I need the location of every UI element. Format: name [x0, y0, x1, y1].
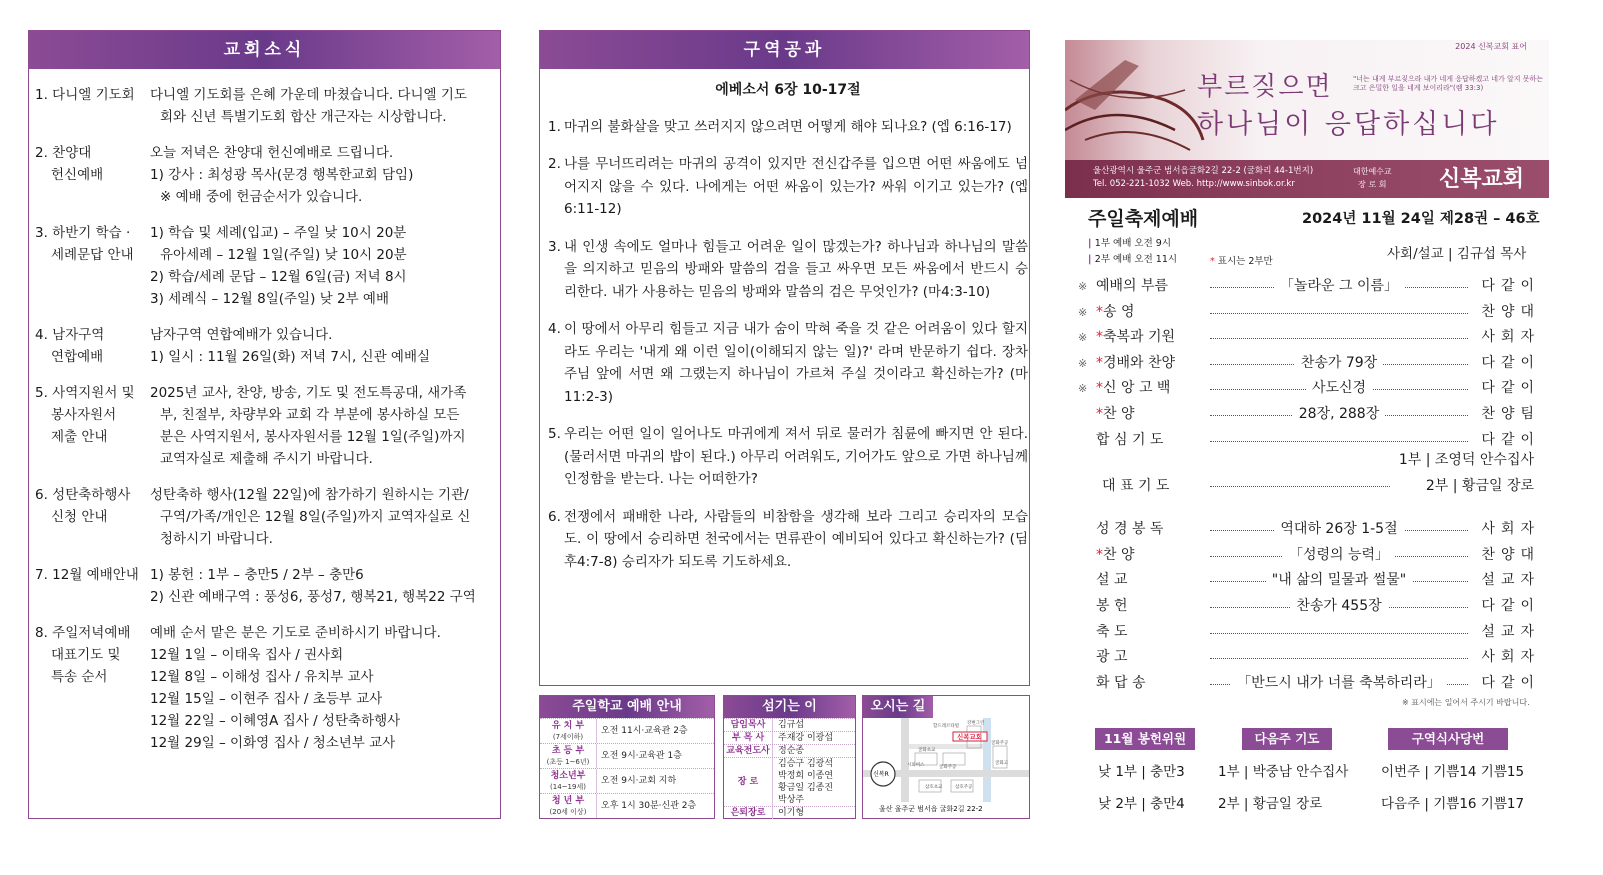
school-dept-name: 청 년 부 [551, 796, 585, 806]
news-line: 3) 세례식 – 12월 8일(주일) 낮 2부 예배 [150, 291, 389, 307]
rotary-label: 신복R [873, 771, 889, 778]
map-label: 삼호주공 [955, 785, 973, 790]
church-news-panel [28, 30, 501, 819]
order-row [1078, 325, 1540, 351]
news-label-text: 1. 다니엘 기도회 [35, 87, 135, 103]
question-number: 2. [548, 156, 561, 172]
news-item-label [35, 622, 150, 754]
order-row [1078, 543, 1540, 569]
star-mark: * [1096, 405, 1103, 422]
question-text: 마귀의 불화살을 맞고 쓰러지지 않으려면 어떻게 해야 되나요? (엡 6:16-17) [564, 118, 1012, 135]
lesson-question [548, 318, 1028, 408]
prayer-second-service: 2부 | 황금일 장로 [1425, 478, 1534, 495]
news-item [35, 222, 495, 310]
order-item [1096, 645, 1196, 671]
order-content-text: 역대하 26장 1-5절 [1274, 521, 1403, 537]
church-name: 신복교회 [1439, 167, 1525, 192]
motto-line-2: 하나님이 응답하십니다 [1197, 109, 1500, 140]
staff-names [772, 745, 855, 757]
news-line: 다니엘 기도회를 은혜 가운데 마쳤습니다. 다니엘 기도 [150, 87, 467, 103]
staff-names [772, 719, 855, 731]
staff-row [724, 806, 855, 819]
question-number: 6. [548, 508, 561, 525]
order-row [1078, 274, 1540, 300]
question-list [548, 116, 1028, 574]
order-item [1096, 594, 1196, 620]
order-item [1096, 351, 1196, 377]
school-dept-age: (14~19세) [550, 783, 586, 791]
school-dept-age: (7세이하) [552, 733, 584, 741]
order-content [1210, 671, 1468, 697]
school-dept [540, 794, 596, 818]
school-dept-name: 초 등 부 [551, 746, 585, 756]
staff-name-line: 이기형 [778, 808, 805, 818]
news-item-label [35, 84, 150, 128]
order-item [1096, 671, 1196, 697]
news-item-body [150, 142, 495, 208]
lesson-question [548, 506, 1028, 574]
order-person: 사회자 [1481, 649, 1540, 666]
order-item [1096, 376, 1196, 402]
order-person: 찬양팀 [1481, 405, 1540, 422]
order-row [1078, 300, 1540, 326]
school-row [540, 743, 714, 768]
staff-names [772, 758, 855, 806]
news-item [35, 622, 495, 754]
order-content [1210, 517, 1468, 543]
staff-role: 부 목 사 [731, 733, 765, 743]
school-row [540, 793, 714, 818]
news-line: 12월 15일 – 이현주 집사 / 초등부 교사 [150, 691, 383, 707]
staff-box [723, 695, 856, 819]
news-label-text: 3. 하반기 학습 · [35, 225, 131, 241]
news-item [35, 324, 495, 368]
staff-name-line: 정순종 [778, 746, 805, 756]
news-item-label [35, 382, 150, 470]
church-marker-label: 신복교회 [957, 733, 983, 741]
crown-of-thorns-image [1065, 40, 1205, 160]
news-line: 부, 친절부, 차량부와 교회 각 부분에 봉사하실 모든 [160, 407, 460, 423]
order-content [1210, 568, 1468, 594]
order-content-text: 사도신경 [1306, 380, 1372, 396]
order-item-name: 경배와 찬양 [1103, 354, 1176, 371]
school-time: 오전 11시·교육관 2층 [596, 719, 714, 743]
news-item-label [35, 324, 150, 368]
order-content [1210, 351, 1468, 377]
news-label-text: 4. 남자구역 [35, 327, 105, 343]
staff-row [724, 757, 855, 806]
order-person: 사회자 [1481, 329, 1540, 346]
order-row [1078, 568, 1540, 594]
staff-role: 은퇴장로 [730, 808, 766, 818]
news-line: 1) 일시 : 11월 26일(화) 저녁 7시, 신관 예배실 [150, 349, 431, 365]
news-line: 12월 8일 – 이해성 집사 / 유치부 교사 [150, 669, 374, 685]
staff-title: 섬기는 이 [724, 696, 855, 718]
motto-banner [1065, 40, 1549, 198]
staff-name-line: 박정희 이종연 [778, 771, 834, 781]
stand-mark: ※ [1078, 280, 1088, 293]
news-line: 1) 학습 및 세례(입교) – 주일 낮 10시 20분 [150, 225, 407, 241]
star-mark: * [1096, 546, 1103, 563]
staff-name-line: 김승구 김광석 [778, 759, 834, 769]
news-item [35, 84, 495, 128]
denomination: 대한예수교 장 로 회 [1353, 167, 1392, 189]
news-line: 12월 22일 – 이혜영A 집사 / 성탄축하행사 [150, 713, 401, 729]
news-label-sub: 세례문답 안내 [51, 247, 134, 263]
location-map [863, 718, 1029, 818]
order-item-name: 찬 양 [1103, 405, 1135, 422]
order-item-name: 축 도 [1096, 623, 1128, 640]
news-label-text: 8. 주일저녁예배 [35, 625, 131, 641]
order-content-text: "내 삶의 밀물과 썰물" [1266, 572, 1412, 588]
staff-role: 장 로 [737, 777, 759, 787]
staff-name-line: 황금일 김종진 [778, 783, 834, 793]
order-item [1096, 517, 1196, 543]
news-item [35, 382, 495, 470]
map-label: 굴화주공 [939, 765, 957, 770]
order-item-name: 신 앙 고 백 [1103, 380, 1171, 397]
order-row [1078, 517, 1540, 543]
sunday-school-title: 주일학교 예배 안내 [540, 696, 714, 718]
offering-committee-title: 11월 봉헌위원 [1095, 728, 1195, 750]
lesson-question [548, 153, 1028, 221]
stand-mark: ※ [1078, 331, 1088, 345]
map-label: 시외버스 [907, 763, 925, 768]
order-item-name: 광 고 [1096, 649, 1128, 666]
service-title: 주일축제예배 [1088, 208, 1199, 230]
order-content-text: 28장, 288장 [1293, 406, 1386, 422]
stand-note: ※ 표시에는 일어서 주시기 바랍니다. [1402, 698, 1530, 707]
map-address: 울산 울주군 범서읍 굴화2길 22-2 [879, 805, 983, 813]
order-item-name: 봉 헌 [1096, 597, 1128, 614]
lesson-verse: 에베소서 6장 10-17절 [715, 82, 861, 98]
staff-name-line: 김규섭 [778, 720, 805, 730]
order-person: 다같이 [1481, 278, 1540, 294]
order-content [1210, 594, 1468, 620]
leader-dots [1210, 633, 1468, 634]
school-row [540, 718, 714, 743]
news-label-sub: 연합예배 [51, 349, 104, 365]
news-line: 12월 1일 – 이태욱 집사 / 권사회 [150, 647, 344, 663]
order-row [1078, 620, 1540, 646]
news-label-sub: 제출 안내 [51, 429, 108, 445]
lesson-question [548, 423, 1028, 491]
order-person: 다같이 [1481, 431, 1540, 448]
news-label-sub: 대표기도 및 [51, 647, 121, 663]
school-dept-age: (20세 이상) [549, 808, 587, 816]
news-line: 분은 사역지원서, 봉사자원서를 12월 1일(주일)까지 [160, 429, 466, 445]
school-dept-age: (초등 1~6년) [546, 758, 590, 766]
staff-row [724, 718, 855, 731]
school-dept [540, 769, 596, 793]
news-item-label [35, 484, 150, 550]
question-text: 이 땅에서 아무리 힘들고 지금 내가 숨이 막혀 죽을 것 같은 어려움이 있다 할지라도 우리는 '내게 왜 이런 일이(이해되지 않는 일)?' 라며 반문하기 쉽다. 장차 주님 앞에 서면 왜 그랬는지 하나님이 가르쳐 주실 것이라고 확신하는가? (마11:2-3) [564, 321, 1028, 405]
news-line: ※ 예배 중에 헌금순서가 있습니다. [160, 189, 363, 205]
star-mark: * [1096, 380, 1103, 397]
staff-name-line: 박상주 [778, 795, 805, 805]
leader-dots [1210, 658, 1468, 659]
lesson-question [548, 236, 1028, 304]
lesson-body [548, 79, 1028, 588]
map-label: 강변그린 [967, 721, 985, 726]
sunday-school-table [540, 718, 714, 818]
school-dept [540, 719, 596, 743]
news-line: 남자구역 연합예배가 있습니다. [150, 327, 333, 343]
map-label: 굴화초교 [918, 748, 936, 753]
news-line: 오늘 저녁은 찬양대 헌신예배로 드립니다. [150, 145, 394, 161]
question-number: 5. [548, 426, 561, 442]
order-person: 설교자 [1481, 623, 1540, 640]
news-item-label [35, 142, 150, 208]
news-label-text: 7. 12월 예배안내 [35, 567, 139, 583]
map-title: 오시는 길 [863, 696, 933, 718]
stand-mark: ※ [1078, 356, 1088, 370]
question-text: 내 인생 속에도 얼마나 힘들고 어려운 일이 많겠는가? 하나님과 하나님의 말씀을 의지하고 믿음의 방패와 말씀의 검을 들고 싸우면 모든 싸움에서 반드시 승리한다. 내가 사용하는 믿음의 방패와 말씀의 검은 무엇인가? (마4:3-10) [564, 238, 1028, 300]
order-content [1210, 274, 1468, 300]
order-row [1078, 594, 1540, 620]
prayer-row: 대 표 기 도 1부 | 조영덕 안수집사 2부 | 황금일 장로 [1078, 453, 1540, 517]
news-line: 2025년 교사, 찬양, 방송, 기도 및 전도특공대, 새가족 [150, 385, 467, 401]
order-item-name: 찬 양 [1103, 546, 1135, 563]
order-item [1096, 274, 1196, 300]
staff-names [772, 807, 855, 819]
offering-second: 낮 2부 | 충만4 [1098, 796, 1185, 812]
order-item [1096, 325, 1196, 351]
order-row [1078, 671, 1540, 697]
sunday-school-box [539, 695, 715, 819]
question-number: 4. [548, 321, 561, 337]
meal-this-week: 이번주 | 기쁨14 기쁨15 [1381, 764, 1525, 780]
staff-names [772, 732, 855, 744]
question-number: 3. [548, 238, 561, 255]
prayer-next-second: 2부 | 황금일 장로 [1218, 796, 1323, 812]
order-content [1210, 376, 1468, 402]
news-label-text: 5. 사역지원서 및 [35, 385, 135, 401]
order-content-text: 찬송가 455장 [1290, 598, 1387, 614]
lesson-title: 구역공과 [540, 31, 1029, 69]
news-item-label [35, 564, 150, 608]
news-line: 2) 신관 예배구역 : 풍성6, 풍성7, 행복21, 행복22 구역 [150, 589, 476, 605]
news-label-sub: 신청 안내 [51, 509, 108, 525]
news-line: 구역/가족/개인은 12월 8일(주일)까지 교역자실로 신 [160, 509, 471, 525]
news-item [35, 484, 495, 550]
order-item [1096, 428, 1196, 454]
order-item-name: 축복과 기원 [1103, 329, 1176, 346]
leader-dots [1210, 338, 1468, 339]
news-item-body [150, 382, 495, 470]
staff-row [724, 731, 855, 744]
news-label-text: 6. 성탄축하행사 [35, 487, 131, 503]
news-line: 교역자실로 제출해 주시기 바랍니다. [160, 451, 373, 467]
star-mark: * [1096, 354, 1103, 371]
order-item-name: 화 답 송 [1096, 674, 1146, 691]
map-label: 굴화주공 [991, 741, 1009, 746]
news-item-body [150, 84, 495, 128]
order-content [1210, 543, 1468, 569]
church-news-list [35, 84, 495, 768]
news-item-body [150, 622, 495, 754]
next-week-prayer-title: 다음주 기도 [1242, 728, 1332, 750]
news-item-body [150, 564, 495, 608]
news-item-body [150, 324, 495, 368]
prayer-first-service: 1부 | 조영덕 안수집사 [1398, 452, 1534, 469]
motto-verse: "너는 내게 부르짖으라 내가 네게 응답하겠고 네가 알지 못하는 크고 은밀한 일을 네게 보이리라"(렘 33:3) [1353, 75, 1544, 92]
leader-dots [1210, 313, 1468, 314]
school-dept [540, 744, 596, 768]
order-item-name: 성 경 봉 독 [1096, 521, 1164, 538]
service-times: | 1부 예배 오전 9시 | 2부 예배 오전 11시 [1088, 238, 1178, 265]
news-line: 유아세례 – 12월 1일(주일) 낮 10시 20분 [160, 247, 407, 263]
leader-dots [1210, 441, 1468, 442]
order-person: 찬양대 [1481, 546, 1540, 563]
star-note: * 표시는 2부만 [1210, 256, 1273, 267]
news-line: 성탄축하 행사(12월 22일)에 참가하기 원하시는 기관/ [150, 487, 469, 503]
church-address: 울산광역시 울주군 범서읍굴화2길 22-2 (굴화리 44-1번지) Tel. 052-221-1032 Web. http://www.sinbok.or.kr [1093, 166, 1314, 189]
order-person: 다같이 [1481, 597, 1540, 614]
order-item-name: 예배의 부름 [1096, 278, 1169, 294]
meal-duty-title: 구역식사당번 [1388, 728, 1508, 750]
meal-next-week: 다음주 | 기쁨16 기쁨17 [1381, 796, 1525, 812]
stand-mark: ※ [1078, 305, 1088, 319]
school-dept-name: 청소년부 [550, 771, 586, 781]
staff-role: 교육전도사 [726, 746, 770, 756]
order-row [1078, 351, 1540, 377]
news-line: 예배 순서 맡은 분은 기도로 준비하시기 바랍니다. [150, 625, 441, 641]
order-item [1096, 620, 1196, 646]
offering-first: 낮 1부 | 충만3 [1098, 764, 1185, 780]
order-of-worship [1078, 274, 1540, 696]
school-time: 오전 9시·교회 지하 [596, 769, 714, 793]
order-row [1078, 402, 1540, 428]
news-line: 2) 학습/세례 문답 – 12월 6일(금) 저녁 8시 [150, 269, 407, 285]
order-person: 다같이 [1481, 380, 1540, 397]
staff-name-line: 주재강 이광섭 [778, 733, 834, 743]
map-label: 삼호초교 [925, 785, 943, 790]
news-line: 1) 봉헌 : 1부 – 충만5 / 2부 – 충만6 [150, 567, 364, 583]
preacher: 사회/설교 | 김규섭 목사 [1387, 246, 1527, 262]
news-label-text: 2. 찬양대 [35, 145, 92, 161]
news-line: 1) 강사 : 최성광 목사(문경 행복한교회 담임) [150, 167, 414, 183]
order-content-text: 찬송가 79장 [1295, 355, 1383, 371]
stand-mark: ※ [1078, 382, 1088, 396]
news-label-sub: 봉사자원서 [51, 407, 117, 423]
order-content-text: 「성령의 능력」 [1283, 547, 1395, 563]
order-item-name: 송 영 [1103, 303, 1135, 320]
news-item [35, 142, 495, 208]
school-row [540, 768, 714, 793]
school-time: 오전 9시·교육관 1층 [596, 744, 714, 768]
order-person: 다같이 [1481, 674, 1540, 691]
map-label: 할드레르타빌 [933, 724, 960, 729]
order-item [1096, 402, 1196, 428]
news-line: 12월 29일 – 이화영 집사 / 청소년부 교사 [150, 735, 396, 751]
news-item-body [150, 484, 495, 550]
order-item-name: 합 심 기 도 [1096, 431, 1164, 448]
map-label: 굴화고 [995, 761, 1009, 766]
order-item [1096, 543, 1196, 569]
question-number: 1. [548, 118, 561, 135]
order-person: 찬양대 [1481, 303, 1540, 320]
news-label-sub: 특송 순서 [51, 669, 108, 685]
news-item-label [35, 222, 150, 310]
service-date: 2024년 11월 24일 제28권 – 46호 [1302, 211, 1540, 227]
news-label-sub: 헌신예배 [51, 167, 104, 183]
news-line: 청하시기 바랍니다. [160, 531, 273, 547]
news-item [35, 564, 495, 608]
order-item [1096, 568, 1196, 594]
question-text: 나를 무너뜨리려는 마귀의 공격이 있지만 전신갑주를 입으면 어떤 싸움에도 넘어지지 않을 수 있다. 나에게는 어떤 싸움이 있는가? 싸워 이기고 있는가? (엡6:11-12) [564, 156, 1028, 217]
lesson-panel [539, 30, 1030, 686]
motto-small-label: 2024 신복교회 표어 [1455, 42, 1527, 51]
order-content [1210, 402, 1468, 428]
motto-line-1: 부르짖으면 [1197, 72, 1333, 102]
school-time: 오후 1시 30분·신관 2층 [596, 794, 714, 818]
order-content-text: 「놀라운 그 이름」 [1274, 278, 1404, 294]
map-box [862, 695, 1030, 819]
staff-role: 담임목사 [730, 720, 766, 730]
order-row [1078, 645, 1540, 671]
order-person: 다같이 [1481, 354, 1540, 371]
order-person: 사회자 [1481, 521, 1540, 538]
church-news-title: 교회소식 [29, 31, 500, 69]
star-mark: * [1096, 329, 1103, 346]
order-item [1096, 300, 1196, 326]
news-line: 회와 신년 특별기도회 합산 개근자는 시상합니다. [160, 109, 447, 125]
lesson-question [548, 116, 1028, 139]
prayer-next-first: 1부 | 박중남 안수집사 [1218, 764, 1349, 780]
order-item-name: 설 교 [1096, 572, 1128, 589]
order-person: 설교자 [1481, 572, 1540, 589]
school-dept-name: 유 치 부 [551, 721, 585, 731]
question-text: 전쟁에서 패배한 나라, 사람들의 비참함을 생각해 보라 그리고 승리자의 모습도. 이 땅에서 승리하면 천국에서는 면류관이 예비되어 있다고 확신하는가? (딤후4:7-8) 승리자가 되도록 기도하세요. [564, 508, 1028, 570]
star-mark: * [1096, 303, 1103, 320]
question-text: 우리는 어떤 일이 일어나도 마귀에게 져서 뒤로 물러가 침륜에 빠지면 안 된다.(물러서면 마귀의 밥이 된다.) 아무리 어려워도, 기어가도 앞으로 가면 하나님께 인정함을 받는다. 나는 어떠한가? [564, 426, 1028, 487]
order-content-text: 「반드시 내가 너를 축복하리라」 [1231, 675, 1447, 691]
staff-row [724, 744, 855, 757]
staff-table [724, 718, 855, 819]
order-row [1078, 376, 1540, 402]
news-item-body [150, 222, 495, 310]
